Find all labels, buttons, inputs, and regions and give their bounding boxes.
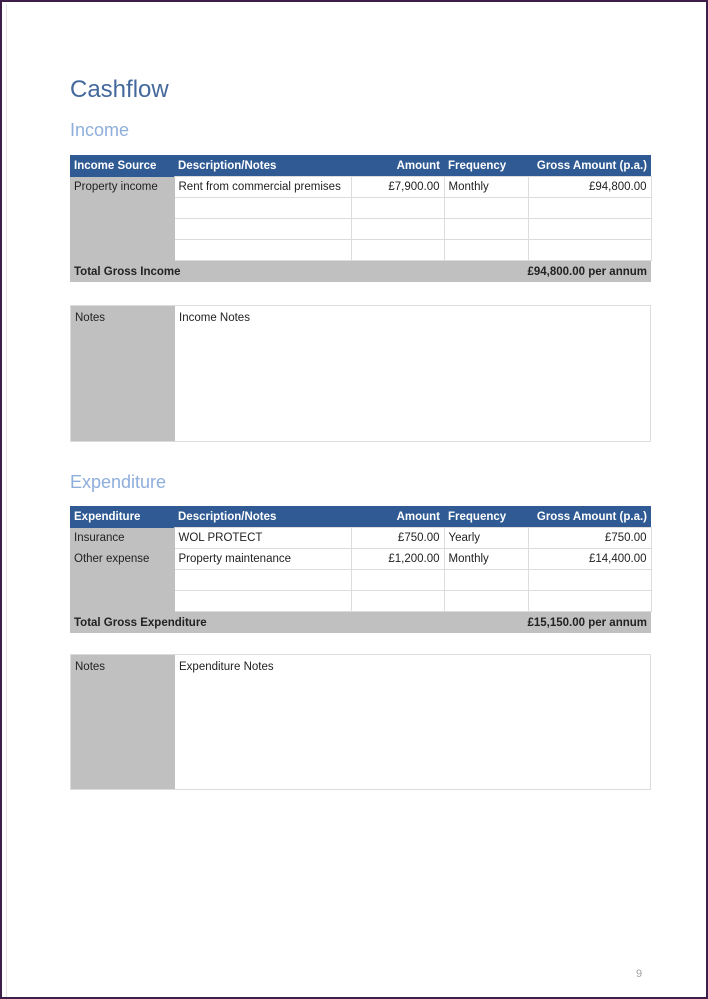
income-source-cell [70,219,174,240]
frequency-cell[interactable]: Monthly [444,177,528,198]
income-source-cell: Property income [70,177,174,198]
description-cell[interactable] [174,219,351,240]
frequency-cell[interactable] [444,198,528,219]
col-gross-amount: Gross Amount (p.a.) [528,155,651,177]
income-heading: Income [70,120,130,140]
amount-cell[interactable]: £750.00 [351,528,444,549]
col-expenditure: Expenditure [70,506,174,528]
income-source-cell [70,198,174,219]
income-header-row [70,155,651,177]
col-description: Description/Notes [174,506,351,528]
amount-cell[interactable] [351,219,444,240]
page-number: 9 [636,968,643,980]
table-row [70,240,651,261]
description-cell[interactable] [174,591,351,612]
expenditure-notes-text[interactable]: Expenditure Notes [179,661,274,673]
amount-cell[interactable] [351,570,444,591]
col-income-source: Income Source [70,155,174,177]
description-cell[interactable] [174,198,351,219]
gross-amount-cell: £14,400.00 [528,549,651,570]
table-row [70,549,651,570]
total-gross-expenditure-value: £15,150.00 per annum [351,612,651,634]
gross-amount-cell [528,570,651,591]
income-table [70,155,652,282]
gross-amount-cell [528,198,651,219]
total-gross-expenditure-label: Total Gross Expenditure [70,612,351,634]
expenditure-type-cell [70,570,174,591]
table-row [70,528,651,549]
table-row [70,198,651,219]
gross-amount-cell [528,219,651,240]
col-description: Description/Notes [174,155,351,177]
page-title: Cashflow [70,76,169,103]
col-amount: Amount [351,155,444,177]
income-total-row [70,261,651,283]
amount-cell[interactable]: £7,900.00 [351,177,444,198]
frequency-cell[interactable] [444,219,528,240]
gross-amount-cell [528,240,651,261]
amount-cell[interactable] [351,591,444,612]
expenditure-heading: Expenditure [70,472,167,492]
expenditure-header-row [70,506,651,528]
col-frequency: Frequency [444,155,528,177]
income-notes-label: Notes [71,306,175,441]
gross-amount-cell: £94,800.00 [528,177,651,198]
frequency-cell[interactable] [444,591,528,612]
gross-amount-cell: £750.00 [528,528,651,549]
col-frequency: Frequency [444,506,528,528]
expenditure-notes-box [70,654,651,790]
table-row [70,570,651,591]
expenditure-type-cell: Other expense [70,549,174,570]
income-notes-box [70,305,651,442]
total-gross-income-value: £94,800.00 per annum [351,261,651,283]
gross-amount-cell [528,591,651,612]
col-amount: Amount [351,506,444,528]
page-margin-line [6,4,7,997]
frequency-cell[interactable]: Monthly [444,549,528,570]
col-gross-amount: Gross Amount (p.a.) [528,506,651,528]
income-notes-text[interactable]: Income Notes [179,312,250,324]
table-row [70,177,651,198]
income-source-cell [70,240,174,261]
expenditure-type-cell: Insurance [70,528,174,549]
total-gross-income-label: Total Gross Income [70,261,351,283]
frequency-cell[interactable] [444,240,528,261]
table-row [70,219,651,240]
description-cell[interactable]: Rent from commercial premises [174,177,351,198]
amount-cell[interactable] [351,198,444,219]
expenditure-total-row [70,612,651,634]
expenditure-table [70,506,652,633]
description-cell[interactable] [174,570,351,591]
amount-cell[interactable]: £1,200.00 [351,549,444,570]
table-row [70,591,651,612]
description-cell[interactable] [174,240,351,261]
amount-cell[interactable] [351,240,444,261]
expenditure-notes-label: Notes [71,655,175,789]
description-cell[interactable]: WOL PROTECT [174,528,351,549]
expenditure-type-cell [70,591,174,612]
description-cell[interactable]: Property maintenance [174,549,351,570]
frequency-cell[interactable]: Yearly [444,528,528,549]
frequency-cell[interactable] [444,570,528,591]
